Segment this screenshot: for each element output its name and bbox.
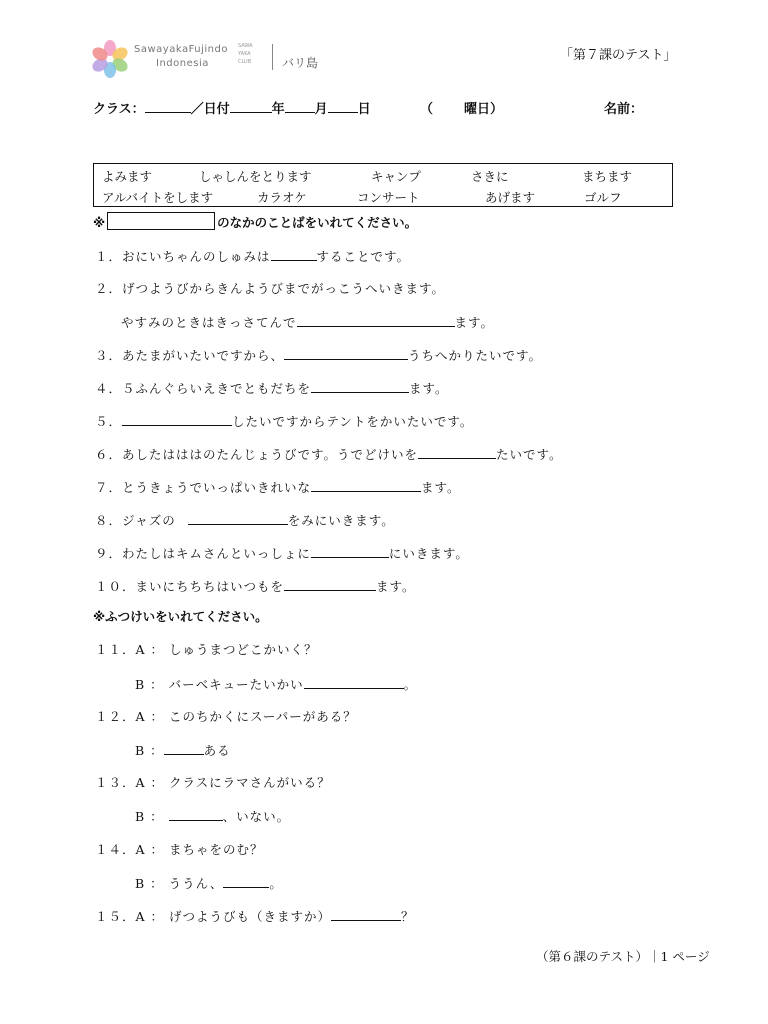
question-7 — [95, 477, 461, 496]
answer-blank[interactable] — [164, 740, 204, 755]
question-2 — [95, 279, 445, 297]
word-bank-item: カラオケ — [257, 190, 307, 205]
answer-blank[interactable] — [331, 906, 401, 921]
dialogue-14-b: B ： ううん、 。 — [135, 873, 283, 892]
dialogue-text: しゅうまつどこかいく？ — [169, 642, 318, 657]
dialogue-text: 。 — [403, 677, 418, 692]
question-text: とうきょうでいっぱいきれいな — [122, 480, 312, 495]
dialogue-13-a: １３．A ： クラスにラマさんがいる？ — [95, 775, 331, 790]
logo-icon — [92, 40, 128, 76]
dialogue-text: ううん、 — [168, 876, 224, 891]
month-label: 月 — [314, 102, 328, 117]
question-text: にいきます。 — [388, 546, 469, 561]
year-field[interactable] — [230, 98, 272, 113]
section2-instruction: ※ふつけいをいれてください。 — [93, 609, 268, 624]
word-bank-item: さきに — [471, 169, 509, 184]
brand-divider — [272, 44, 273, 70]
question-text: たいです。 — [496, 447, 563, 462]
brand-vertical-text: SAWA YAKA CLUB — [238, 43, 253, 65]
speaker-label: A — [135, 709, 146, 724]
reference-mark: ※ — [93, 215, 106, 230]
question-5 — [95, 411, 473, 430]
answer-blank[interactable] — [304, 674, 404, 689]
dialogue-text: バーベキューたいかい — [168, 677, 304, 692]
question-text: ます。 — [421, 480, 461, 495]
speaker-label: A — [135, 842, 146, 857]
answer-blank[interactable] — [223, 873, 269, 888]
test-title: 「第７課のテスト」 — [560, 48, 677, 63]
answer-blank[interactable] — [297, 312, 455, 327]
word-bank-item: あげます — [485, 190, 536, 205]
dialogue-text: ？ — [401, 909, 415, 924]
answer-blank[interactable] — [284, 576, 376, 591]
question-text: あたまがいたいですから、 — [122, 348, 285, 363]
dialogue-11-a: １１．A ： しゅうまつどこかいく？ — [95, 642, 318, 657]
answer-blank[interactable] — [188, 510, 288, 525]
question-text: あしたはははのたんじょうびです。うでどけいを — [122, 447, 419, 462]
question-4 — [95, 378, 449, 397]
speaker-label: A — [135, 775, 146, 790]
weekday-label: 曜日） — [464, 102, 504, 117]
question-2-line2 — [121, 312, 494, 331]
question-text: うちへかりたいです。 — [408, 348, 543, 363]
dialogue-12-a: １２．A ： このちかくにスーパーがある？ — [95, 709, 357, 724]
question-number: ５． — [95, 414, 123, 429]
question-9 — [95, 543, 469, 562]
year-label: 年 — [271, 102, 285, 117]
answer-blank[interactable] — [311, 477, 421, 492]
question-text: まいにちちちはいつもを — [135, 579, 285, 594]
date-label: ／日付 — [190, 102, 230, 117]
class-label: クラス： — [93, 102, 145, 117]
answer-blank[interactable] — [169, 806, 223, 821]
question-text: ます。 — [376, 579, 416, 594]
word-bank-item: しゃしんをとります — [199, 169, 312, 184]
question-text: したいですからテントをかいたいです。 — [232, 414, 474, 429]
dialogue-text: ある — [203, 743, 231, 758]
day-label: 日 — [357, 102, 371, 117]
word-bank-item: アルバイトをします — [102, 190, 214, 205]
question-text: ５ふんぐらいえきでともだちを — [122, 381, 312, 396]
section1-instruction — [93, 212, 417, 231]
month-field[interactable] — [285, 98, 315, 113]
answer-blank[interactable] — [122, 411, 232, 426]
word-bank-item: キャンプ — [371, 169, 422, 184]
question-text: ジャズの — [122, 513, 176, 528]
word-bank-item: ゴルフ — [584, 190, 622, 205]
dialogue-text: クラスにラマさんがいる？ — [169, 775, 331, 790]
question-number: １４． — [95, 842, 136, 857]
question-number: １２． — [95, 709, 136, 724]
question-6 — [95, 444, 563, 463]
dialogue-12-b: B ： ある — [135, 740, 231, 759]
dialogue-11-b: B ： バーベキューたいかい 。 — [135, 674, 417, 693]
question-number: １５． — [95, 909, 136, 924]
word-bank-reference-box — [107, 212, 215, 230]
speaker-label: A — [135, 909, 146, 924]
question-1 — [95, 246, 410, 265]
question-number: ６． — [95, 447, 123, 462]
question-number: ２． — [95, 281, 123, 296]
brand-subtitle: Indonesia — [156, 58, 209, 69]
dialogue-text: 。 — [269, 876, 283, 891]
question-text: ます。 — [454, 315, 495, 330]
question-text: わたしはキムさんといっしょに — [122, 546, 311, 561]
question-text: げつようびからきんようびまでがっこうへいきます。 — [122, 281, 446, 296]
answer-blank[interactable] — [284, 345, 408, 360]
dialogue-text: 、いない。 — [222, 809, 291, 824]
word-bank-item: コンサート — [357, 190, 420, 205]
speaker-label: B — [135, 809, 146, 824]
question-number: ４． — [95, 381, 123, 396]
class-field[interactable] — [145, 98, 191, 113]
word-bank — [93, 163, 673, 207]
question-8 — [95, 510, 395, 529]
dialogue-text: このちかくにスーパーがある？ — [169, 709, 357, 724]
question-number: ３． — [95, 348, 123, 363]
instruction-text: のなかのことばをいれてください。 — [217, 215, 418, 230]
word-bank-item: まちます — [582, 169, 633, 184]
question-text: をみにいきます。 — [287, 513, 395, 528]
word-bank-item: よみます — [102, 169, 153, 184]
speaker-label: B — [135, 743, 146, 758]
brand-name: SawayakaFujindo — [134, 44, 228, 55]
speaker-label: B — [135, 876, 146, 891]
dialogue-15-a: １５．A ： げつようびも（きますか） ？ — [95, 906, 415, 925]
answer-blank[interactable] — [311, 378, 409, 393]
question-text: することです。 — [316, 249, 411, 264]
question-number: ８． — [95, 513, 123, 528]
question-number: １． — [95, 249, 123, 264]
dialogue-text: まちゃをのむ？ — [169, 842, 264, 857]
question-number: １３． — [95, 775, 136, 790]
question-text: やすみのときはきっさてんで — [121, 315, 297, 330]
info-line — [93, 98, 371, 117]
question-text: ます。 — [409, 381, 449, 396]
speaker-label: A — [135, 642, 146, 657]
dialogue-13-b: B ： 、いない。 — [135, 806, 290, 825]
question-number: ９． — [95, 546, 123, 561]
question-10 — [95, 576, 416, 595]
answer-blank[interactable] — [311, 543, 389, 558]
page-footer: （第６課のテスト）｜1 ページ — [536, 949, 710, 964]
location-label: バリ島 — [282, 56, 319, 70]
speaker-label: B — [135, 677, 146, 692]
question-3 — [95, 345, 542, 364]
answer-blank[interactable] — [418, 444, 496, 459]
dialogue-14-a: １４．A ： まちゃをのむ？ — [95, 842, 264, 857]
answer-blank[interactable] — [271, 246, 317, 261]
weekday-open-paren: （ — [420, 102, 434, 117]
name-label: 名前： — [604, 102, 644, 117]
dialogue-text: げつようびも（きますか） — [169, 909, 332, 924]
day-field[interactable] — [328, 98, 358, 113]
question-number: １１． — [95, 642, 136, 657]
question-text: おにいちゃんのしゅみは — [122, 249, 271, 264]
question-number: ７． — [95, 480, 123, 495]
question-number: １０． — [95, 579, 136, 594]
